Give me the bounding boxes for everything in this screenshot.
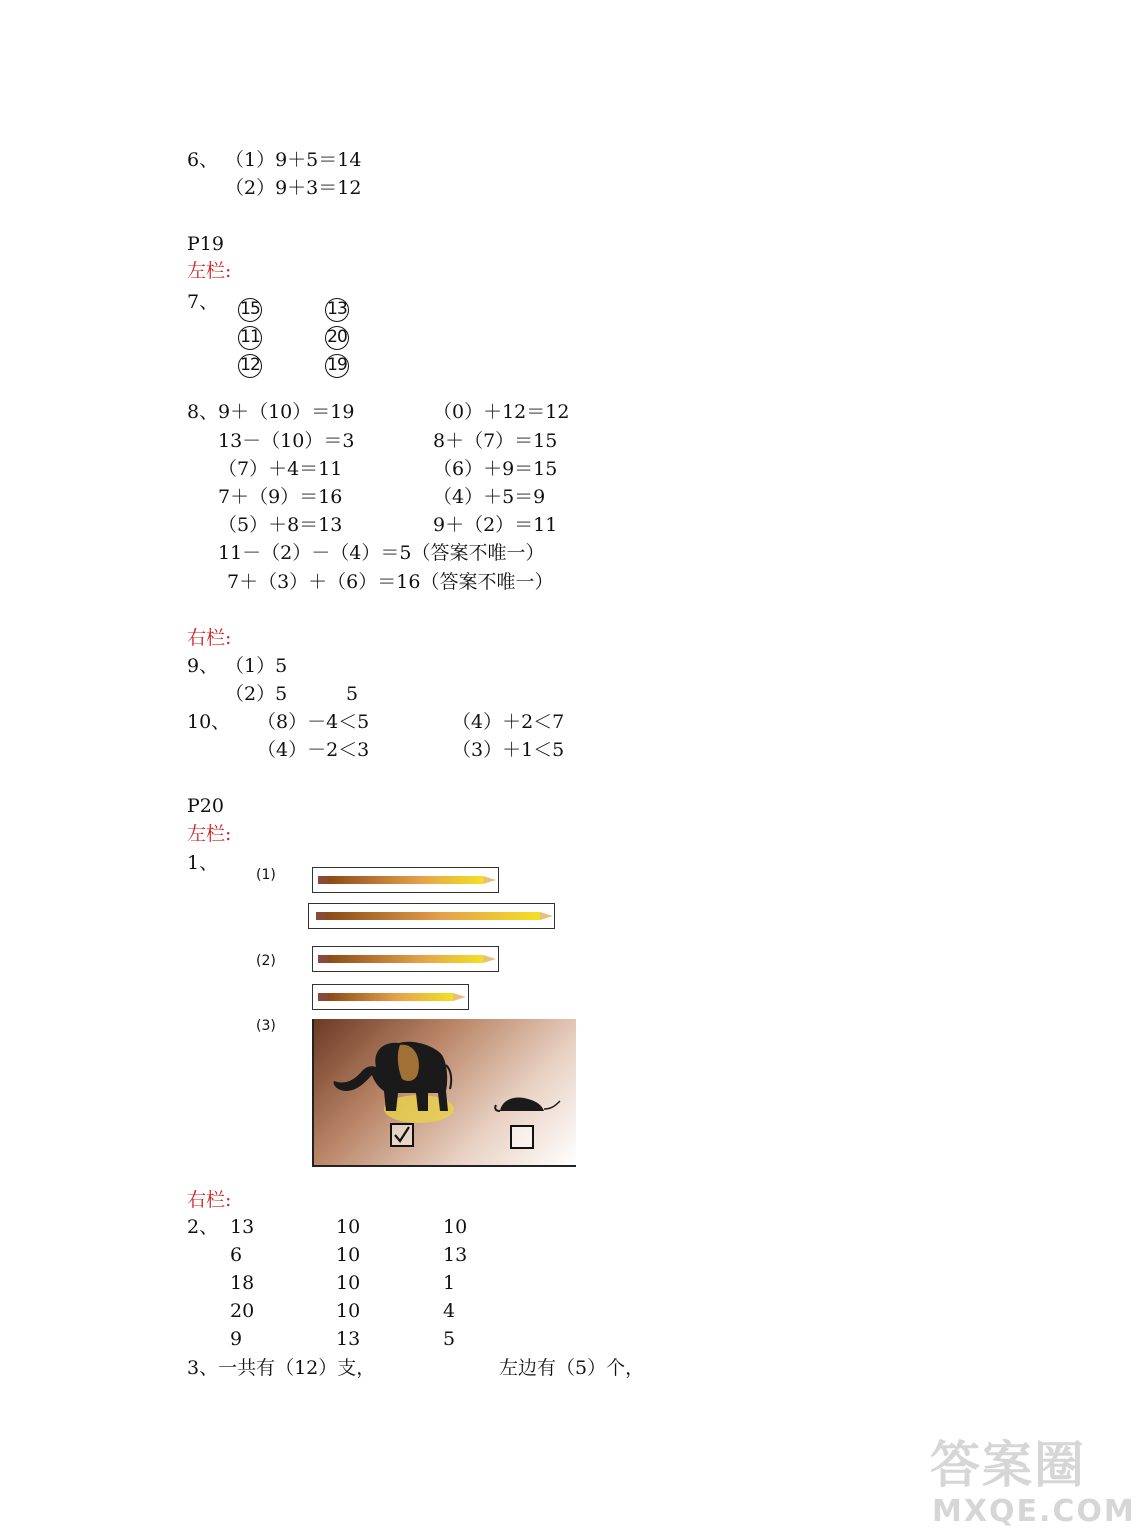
q8-right-equation: （6）＋9＝15 <box>433 458 558 480</box>
q9-line-2: （2）5 <box>225 683 288 705</box>
q2-value: 9 <box>230 1328 243 1350</box>
circled-number: 20 <box>325 326 349 350</box>
q2-value: 13 <box>230 1216 255 1238</box>
mouse-icon <box>314 1019 576 1165</box>
q9-line-1: （1）5 <box>225 655 288 677</box>
q8-left-equation: （7）＋4＝11 <box>218 458 343 480</box>
q2-value: 13 <box>336 1328 361 1350</box>
empty-box <box>510 1125 534 1149</box>
q10-right-inequality: （3）＋1＜5 <box>452 739 565 761</box>
right-column-label: 右栏: <box>187 627 232 649</box>
q9-number: 9、 <box>187 655 219 677</box>
q1-sub-label: (3) <box>256 1018 276 1034</box>
q1-sub-label: (2) <box>256 953 276 969</box>
checked-box <box>390 1123 414 1147</box>
circled-number: 13 <box>325 298 349 322</box>
q8-left-equation: 9＋（10）＝19 <box>218 401 355 423</box>
q7-number: 7、 <box>187 291 219 313</box>
pencil-icon <box>312 946 502 974</box>
q10-right-inequality: （4）＋2＜7 <box>452 711 565 733</box>
pencil-icon <box>312 867 502 895</box>
circled-number: 15 <box>238 298 262 322</box>
q3-right-answer: 左边有（5）个， <box>499 1357 645 1379</box>
q8-right-equation: 9＋（2）＝11 <box>433 514 558 536</box>
q8-right-equation: （4）＋5＝9 <box>433 486 546 508</box>
q10-left-inequality: （4）－2＜3 <box>257 739 370 761</box>
q2-value: 5 <box>443 1328 456 1350</box>
pencil-icon <box>308 903 558 931</box>
q8-number: 8、 <box>187 401 219 423</box>
q6-line-2: （2）9＋3＝12 <box>225 177 362 199</box>
q3-left-answer: 3、一共有（12）支， <box>187 1357 376 1379</box>
q8-extra-equation: 11－（2）－（4）＝5（答案不唯一） <box>218 542 545 564</box>
circled-number: 12 <box>238 354 262 378</box>
watermark-logo: 答案圈 <box>930 1436 1086 1494</box>
q1-sub-label: (1) <box>256 867 276 883</box>
circled-number: 19 <box>325 354 349 378</box>
left-column-label: 左栏: <box>187 823 232 845</box>
q2-value: 10 <box>336 1216 361 1238</box>
elephant-mouse-picture <box>312 1019 576 1167</box>
q2-number: 2、 <box>187 1216 219 1238</box>
q10-number: 10、 <box>187 711 231 733</box>
q8-left-equation: （5）＋8＝13 <box>218 514 343 536</box>
q2-value: 10 <box>443 1216 468 1238</box>
q6-number: 6、 <box>187 149 219 171</box>
checkmark-icon <box>392 1125 412 1145</box>
pencil-icon <box>312 984 472 1012</box>
q2-value: 18 <box>230 1272 255 1294</box>
q2-value: 6 <box>230 1244 243 1266</box>
q8-right-equation: （0）＋12＝12 <box>433 401 570 423</box>
q8-left-equation: 13－（10）＝3 <box>218 430 355 452</box>
page-label-p19: P19 <box>187 233 224 255</box>
watermark-url: MXQE.COM <box>932 1494 1136 1529</box>
q2-value: 1 <box>443 1272 456 1294</box>
q8-left-equation: 7＋（9）＝16 <box>218 486 343 508</box>
left-column-label: 左栏: <box>187 260 232 282</box>
q1-number: 1、 <box>187 852 219 874</box>
q2-value: 10 <box>336 1300 361 1322</box>
circled-number: 11 <box>238 326 262 350</box>
right-column-label: 右栏: <box>187 1189 232 1211</box>
q10-left-inequality: （8）－4＜5 <box>257 711 370 733</box>
q2-value: 20 <box>230 1300 255 1322</box>
q2-value: 10 <box>336 1272 361 1294</box>
q6-line-1: （1）9＋5＝14 <box>225 149 362 171</box>
q8-extra-equation: 7＋（3）＋（6）＝16（答案不唯一） <box>227 571 554 593</box>
q2-value: 13 <box>443 1244 468 1266</box>
q8-right-equation: 8＋（7）＝15 <box>433 430 558 452</box>
q9-line-2-extra: 5 <box>346 683 359 705</box>
q2-value: 4 <box>443 1300 456 1322</box>
page-label-p20: P20 <box>187 795 224 817</box>
q2-value: 10 <box>336 1244 361 1266</box>
